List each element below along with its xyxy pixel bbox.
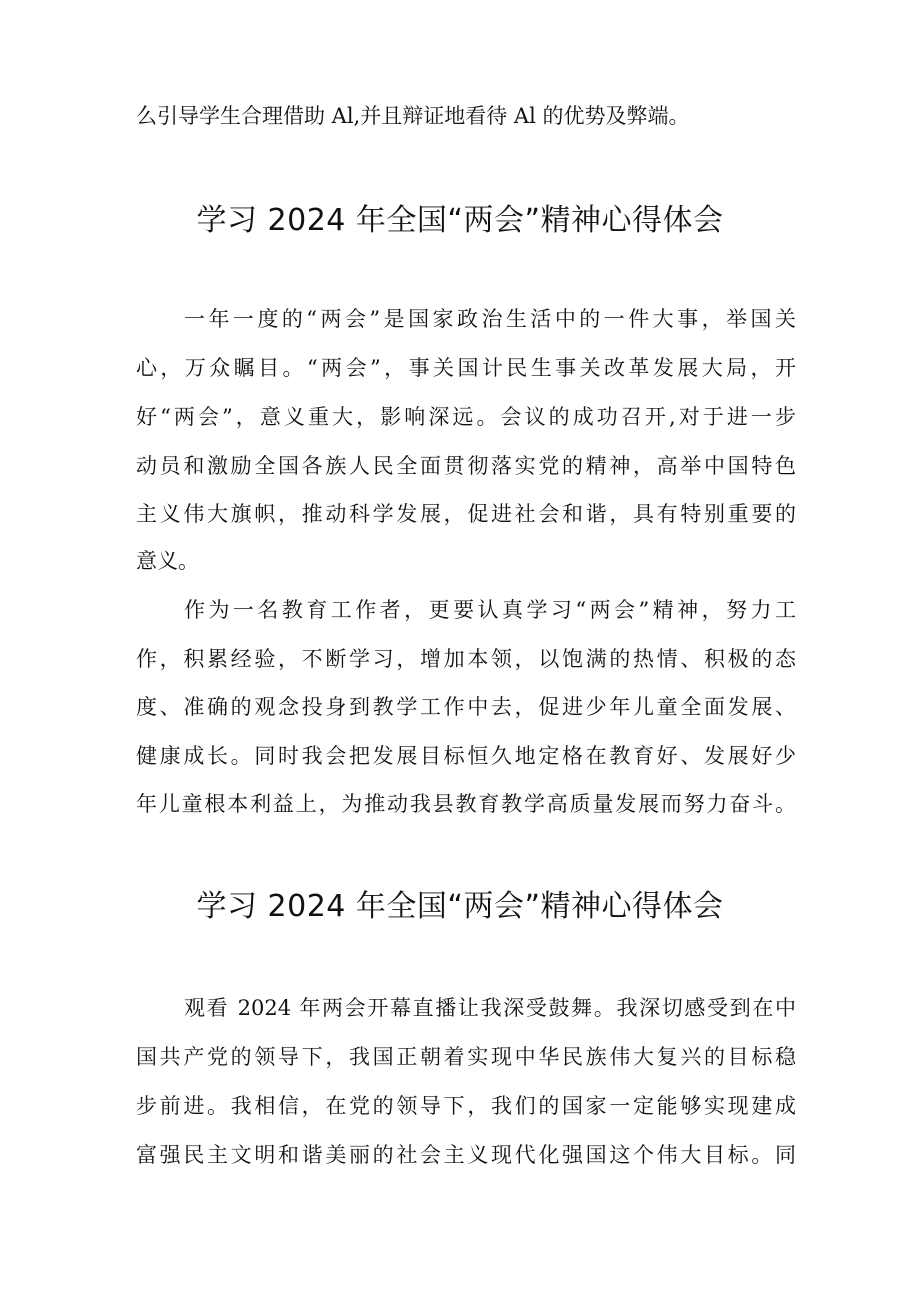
paragraph-line: 主义伟大旗帜，推动科学发展，促进社会和谐，具有特别重要的 — [136, 502, 796, 526]
paragraph-line: 心，万众瞩目。“两会”，事关国计民生事关改革发展大局，开 — [136, 356, 796, 380]
section-title: 学习 2024 年全国“两会”精神心得体会 — [196, 889, 724, 924]
paragraph-line: 观看 2024 年两会开幕直播让我深受鼓舞。我深切感受到在中 — [184, 996, 796, 1020]
paragraph-line: 健康成长。同时我会把发展目标恒久地定格在教育好、发展好少 — [136, 744, 796, 768]
paragraph-line: 度、准确的观念投身到教学工作中去，促进少年儿童全面发展、 — [136, 695, 796, 719]
paragraph-line: 富强民主文明和谐美丽的社会主义现代化强国这个伟大目标。同 — [136, 1143, 796, 1167]
paragraph-line: 好“两会”，意义重大，影响深远。会议的成功召开,对于进一步 — [136, 405, 796, 429]
intro-line: 么引导学生合理借助 Al,并且辩证地看待 Al 的优势及弊端。 — [136, 104, 690, 128]
paragraph-line: 步前进。我相信，在党的领导下，我们的国家一定能够实现建成 — [136, 1094, 796, 1118]
paragraph-line: 一年一度的“两会”是国家政治生活中的一件大事，举国关 — [184, 307, 796, 331]
paragraph-line: 意义。 — [136, 549, 199, 573]
paragraph-line: 作为一名教育工作者，更要认真学习“两会”精神，努力工 — [184, 598, 796, 622]
paragraph-line: 国共产党的领导下，我国正朝着实现中华民族伟大复兴的目标稳 — [136, 1045, 796, 1069]
paragraph-line: 动员和激励全国各族人民全面贯彻落实党的精神，高举中国特色 — [136, 454, 796, 478]
paragraph-line: 作，积累经验，不断学习，增加本领，以饱满的热情、积极的态 — [136, 647, 796, 671]
paragraph-line: 年儿童根本利益上，为推动我县教育教学高质量发展而努力奋斗。 — [136, 792, 796, 816]
section-title: 学习 2024 年全国“两会”精神心得体会 — [196, 203, 724, 238]
